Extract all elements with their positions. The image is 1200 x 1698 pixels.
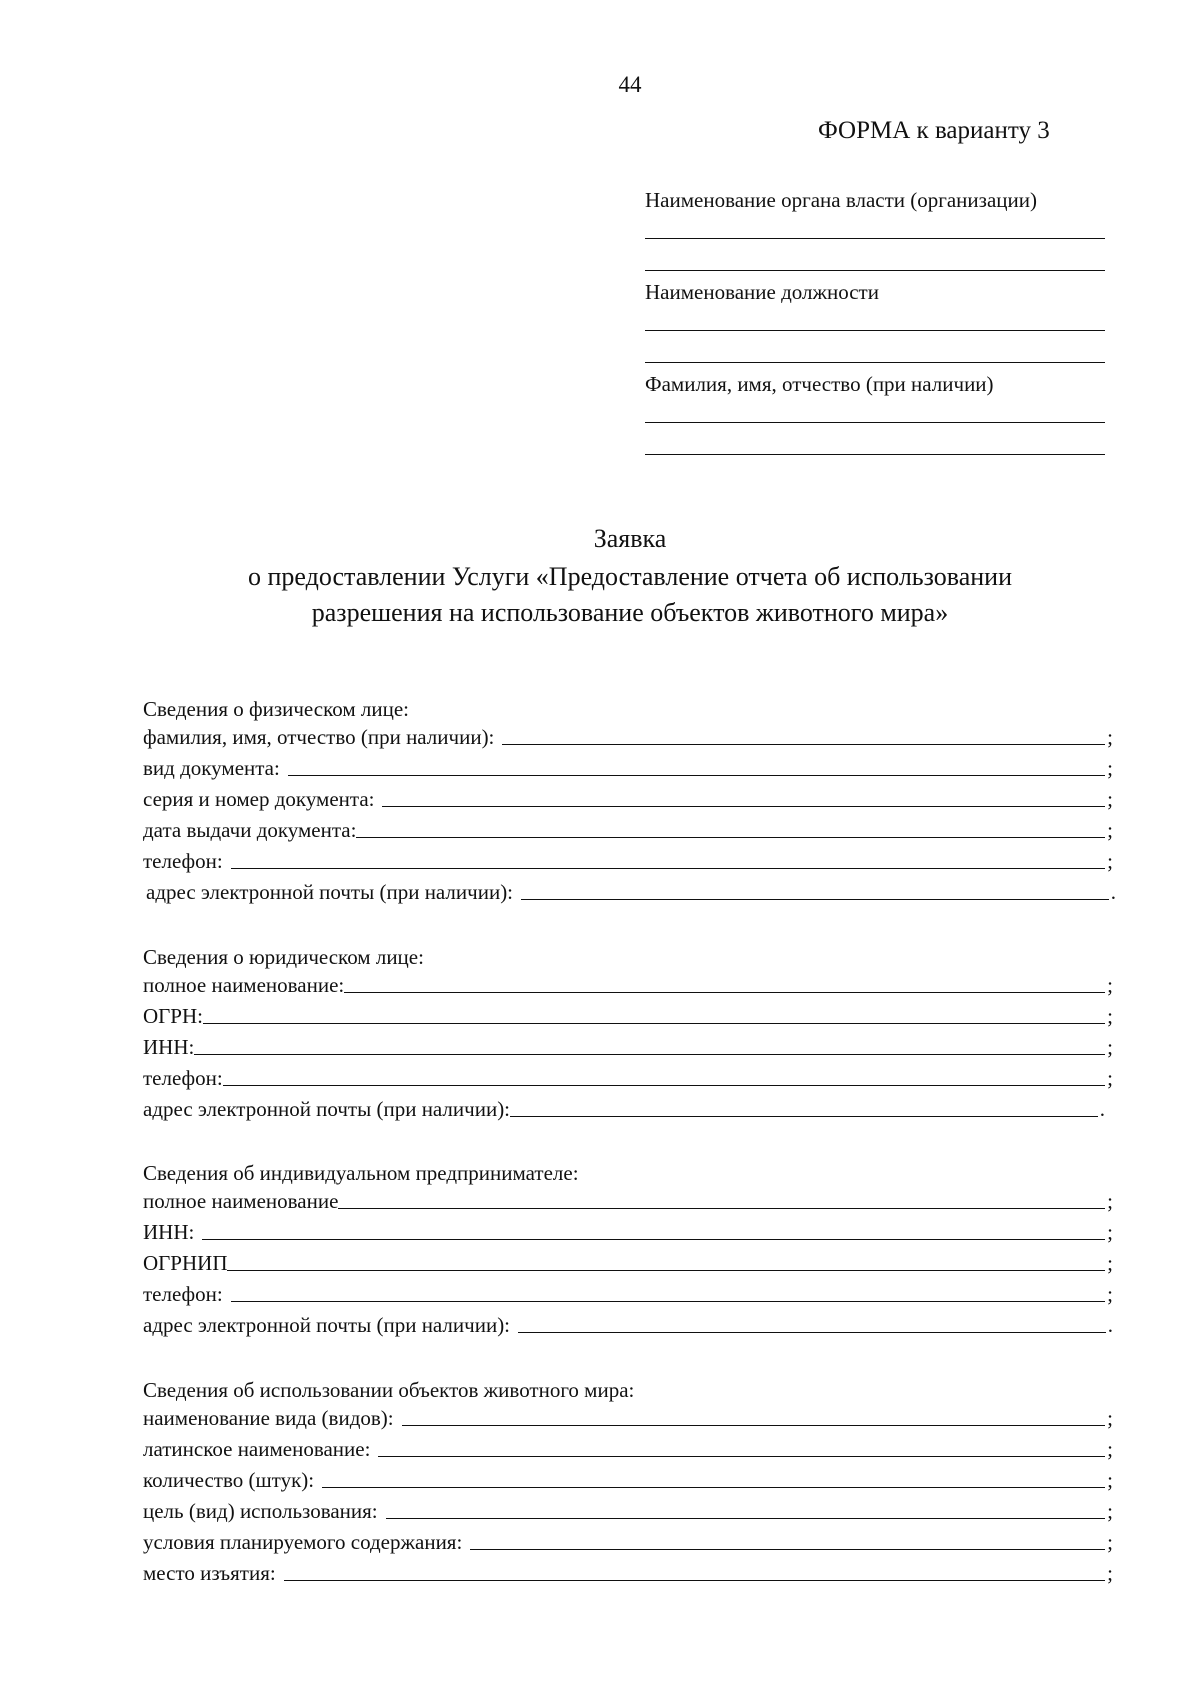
position-label: Наименование должности [645, 280, 879, 304]
field-label: полное наименование: [143, 973, 345, 997]
application-subtitle-line-1: о предоставлении Услуги «Предоставление отчета об использовании [247, 562, 1013, 591]
name-label: Фамилия, имя, отчество (при наличии) [645, 372, 994, 396]
field-end: ; [1107, 787, 1113, 811]
field-end: ; [1107, 818, 1113, 842]
field-label: количество (штук): [143, 1468, 315, 1492]
field-label: фамилия, имя, отчество (при наличии): [143, 725, 495, 749]
field-label: ИНН: [143, 1220, 195, 1244]
field-end: ; [1107, 756, 1113, 780]
field-label: телефон: [143, 1282, 223, 1306]
field-label: адрес электронной почты (при наличии): [143, 1097, 511, 1121]
individual-phone-row [143, 846, 1113, 872]
legal-entity-name-input[interactable] [344, 991, 1105, 993]
usage-purpose-input[interactable] [386, 1517, 1106, 1519]
field-end: ; [1107, 1561, 1113, 1585]
usage-purpose-row [143, 1496, 1113, 1522]
entrepreneur-phone-row [143, 1279, 1113, 1305]
individual-full-name-row [143, 722, 1113, 748]
keeping-conditions-input[interactable] [470, 1548, 1105, 1550]
individual-document-date-input[interactable] [356, 836, 1105, 838]
field-end: . [1099, 1097, 1105, 1121]
position-field-line-1[interactable] [645, 330, 1105, 331]
field-label: адрес электронной почты (при наличии): [143, 1313, 511, 1337]
capture-location-row [143, 1558, 1113, 1584]
field-label: наименование вида (видов): [143, 1406, 394, 1430]
application-title: Заявка [593, 524, 667, 553]
field-end: ; [1107, 1066, 1113, 1090]
individual-document-number-input[interactable] [382, 805, 1105, 807]
field-label: телефон: [143, 1066, 223, 1090]
field-end: ; [1107, 1282, 1113, 1306]
page-number: 44 [618, 72, 642, 97]
entrepreneur-ogrnip-row [143, 1248, 1113, 1274]
legal-entity-inn-row [143, 1032, 1113, 1058]
legal-entity-email-input[interactable] [510, 1115, 1098, 1117]
field-end: . [1110, 880, 1116, 904]
latin-name-input[interactable] [378, 1455, 1105, 1457]
field-end: ; [1107, 1004, 1113, 1028]
quantity-row [143, 1465, 1113, 1491]
legal-entity-section-title: Сведения о юридическом лице: [143, 945, 424, 969]
legal-entity-ogrn-input[interactable] [203, 1022, 1105, 1024]
entrepreneur-name-input[interactable] [338, 1207, 1105, 1209]
field-end: ; [1107, 1035, 1113, 1059]
field-label: телефон: [143, 849, 223, 873]
entrepreneur-email-row [143, 1310, 1113, 1336]
name-field-line-1[interactable] [645, 422, 1105, 423]
quantity-input[interactable] [322, 1486, 1105, 1488]
wildlife-usage-section-title: Сведения об использовании объектов животного мира: [143, 1378, 635, 1402]
entrepreneur-inn-input[interactable] [202, 1238, 1105, 1240]
field-label: серия и номер документа: [143, 787, 375, 811]
authority-label: Наименование органа власти (организации) [645, 188, 1037, 212]
individual-email-input[interactable] [521, 898, 1109, 900]
field-label: дата выдачи документа: [143, 818, 357, 842]
entrepreneur-ogrnip-input[interactable] [227, 1269, 1105, 1271]
individual-full-name-input[interactable] [502, 743, 1105, 745]
field-label: адрес электронной почты (при наличии): [146, 880, 514, 904]
individual-document-number-row [143, 784, 1113, 810]
legal-entity-phone-input[interactable] [223, 1084, 1105, 1086]
field-label: латинское наименование: [143, 1437, 371, 1461]
entrepreneur-inn-row [143, 1217, 1113, 1243]
entrepreneur-name-row [143, 1186, 1113, 1212]
entrepreneur-email-input[interactable] [518, 1331, 1106, 1333]
field-label: ОГРНИП [143, 1251, 228, 1275]
entrepreneur-phone-input[interactable] [231, 1300, 1105, 1302]
field-end: ; [1107, 1530, 1113, 1554]
species-name-input[interactable] [402, 1424, 1106, 1426]
field-end: . [1107, 1313, 1113, 1337]
field-end: ; [1107, 1437, 1113, 1461]
authority-field-line-1[interactable] [645, 238, 1105, 239]
individual-document-type-input[interactable] [288, 774, 1105, 776]
individual-document-date-row [143, 815, 1113, 841]
field-end: ; [1107, 1189, 1113, 1213]
field-end: ; [1107, 1406, 1113, 1430]
field-label: полное наименование [143, 1189, 339, 1213]
field-end: ; [1107, 1499, 1113, 1523]
field-label: цель (вид) использования: [143, 1499, 378, 1523]
individual-phone-input[interactable] [231, 867, 1105, 869]
field-label: место изъятия: [143, 1561, 276, 1585]
latin-name-row [143, 1434, 1113, 1460]
legal-entity-phone-row [143, 1063, 1113, 1089]
field-label: вид документа: [143, 756, 280, 780]
field-end: ; [1107, 973, 1113, 997]
entrepreneur-section-title: Сведения об индивидуальном предпринимателе: [143, 1161, 579, 1185]
species-name-row [143, 1403, 1113, 1429]
capture-location-input[interactable] [284, 1579, 1105, 1581]
authority-field-line-2[interactable] [645, 270, 1105, 271]
field-end: ; [1107, 725, 1113, 749]
field-label: условия планируемого содержания: [143, 1530, 463, 1554]
legal-entity-ogrn-row [143, 1001, 1113, 1027]
field-label: ОГРН: [143, 1004, 203, 1028]
field-end: ; [1107, 849, 1113, 873]
form-label: ФОРМА к варианту 3 [818, 117, 1050, 144]
name-field-line-2[interactable] [645, 454, 1105, 455]
position-field-line-2[interactable] [645, 362, 1105, 363]
field-end: ; [1107, 1251, 1113, 1275]
application-subtitle-line-2: разрешения на использование объектов животного мира» [311, 598, 949, 627]
individual-section-title: Сведения о физическом лице: [143, 697, 409, 721]
legal-entity-name-row [143, 970, 1113, 996]
individual-document-type-row [143, 753, 1113, 779]
legal-entity-email-row [143, 1094, 1105, 1120]
field-end: ; [1107, 1468, 1113, 1492]
legal-entity-inn-input[interactable] [194, 1053, 1105, 1055]
field-label: ИНН: [143, 1035, 195, 1059]
keeping-conditions-row [143, 1527, 1113, 1553]
individual-email-row [146, 877, 1116, 903]
field-end: ; [1107, 1220, 1113, 1244]
